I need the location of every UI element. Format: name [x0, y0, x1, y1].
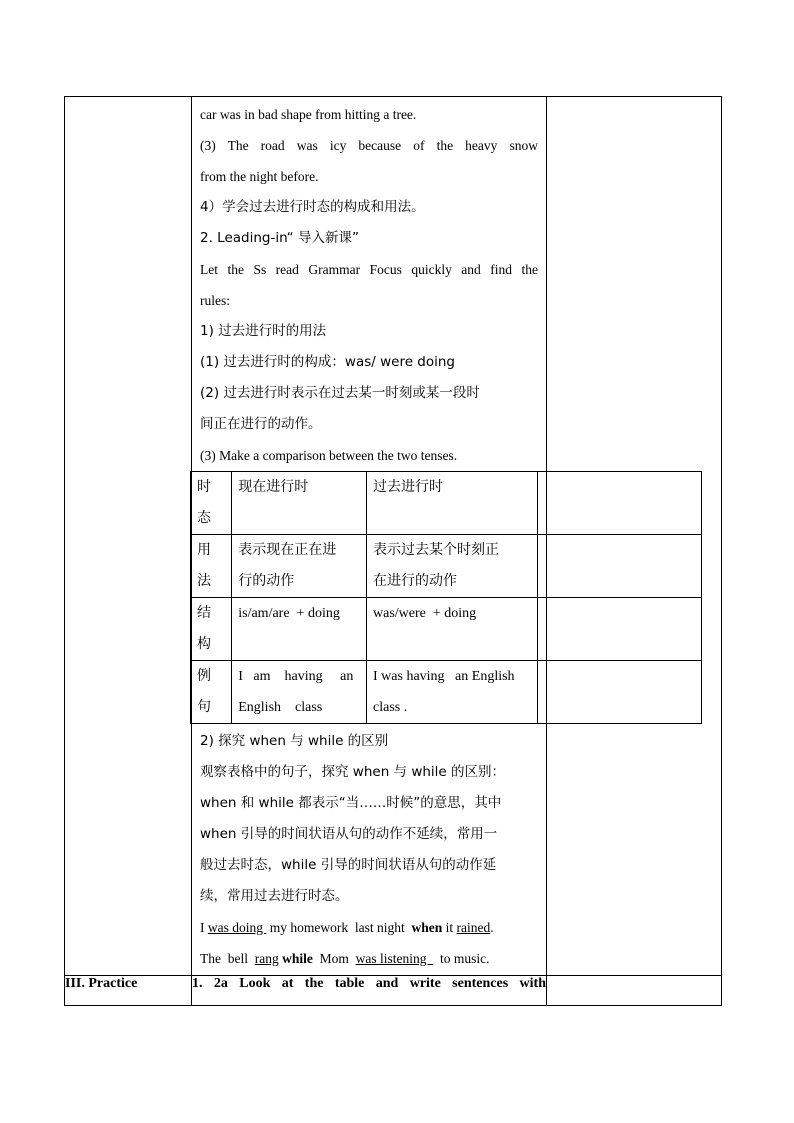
practice-row [65, 976, 722, 1006]
top-lines [192, 97, 546, 471]
bottom-lines [192, 724, 546, 974]
text-line: rules: [200, 293, 230, 308]
row-label: 结 构 [191, 598, 232, 661]
text-line: 观察表格中的句子，探究 when 与 while 的区别： [200, 764, 506, 780]
text-line: 间正在进行的动作。 [200, 416, 322, 432]
text-line: 1) 过去进行时的用法 [200, 323, 327, 339]
text-line: Let the Ss read Grammar Focus quickly and find the [200, 262, 538, 277]
text-line: 4）学会过去进行时态的构成和用法。 [200, 199, 425, 215]
content-cell [192, 97, 547, 976]
text-line: 2. Leading-in“ 导入新课” [200, 230, 359, 246]
text-line: 2) 探究 when 与 while 的区别 [200, 733, 389, 749]
text-line: when 引导的时间状语从句的动作不延续，常用一 [200, 826, 498, 842]
example-sentence-1: I was doing my homework last night when it rained. [200, 920, 494, 935]
text-line: when 和 while 都表示“当……时候”的意思，其中 [200, 795, 502, 811]
text-line: (3) The road was icy because of the heavy snow [200, 138, 538, 153]
past-cell: 过去进行时 [367, 472, 538, 535]
row-label: 时 态 [191, 472, 232, 535]
row-label: 例 句 [191, 661, 232, 724]
section-label: III. Practice [65, 976, 192, 1006]
present-cell: I am having an English class [232, 661, 367, 724]
text-line: from the night before. [200, 169, 319, 184]
teaching-row [65, 97, 722, 976]
notes-cell [547, 976, 722, 1006]
text-line: 续，常用过去进行时态。 [200, 888, 349, 904]
text-line: 般过去时态，while 引导的时间状语从句的动作延 [200, 857, 497, 873]
text-line: (3) Make a comparison between the two tenses. [200, 448, 458, 463]
practice-text: 1. 2a Look at the table and write sentences with [192, 976, 547, 1006]
row-label: 用 法 [191, 535, 232, 598]
lesson-plan-table [64, 96, 722, 1006]
past-cell: 表示过去某个时刻正 在进行的动作 [367, 535, 538, 598]
notes-cell [547, 97, 722, 976]
text-line: (2) 过去进行时表示在过去某一时刻或某一段时 [200, 385, 480, 401]
past-cell: was/were + doing [367, 598, 538, 661]
text-line: car was in bad shape from hitting a tree. [200, 107, 417, 122]
past-cell: I was having an English class . [367, 661, 538, 724]
present-cell: 现在进行时 [232, 472, 367, 535]
text-line: (1) 过去进行时的构成：was/ were doing [200, 354, 456, 370]
section-cell [65, 97, 192, 976]
example-sentence-2: The bell rang while Mom was listening to music. [200, 951, 490, 966]
present-cell: is/am/are + doing [232, 598, 367, 661]
present-cell: 表示现在正在进 行的动作 [232, 535, 367, 598]
